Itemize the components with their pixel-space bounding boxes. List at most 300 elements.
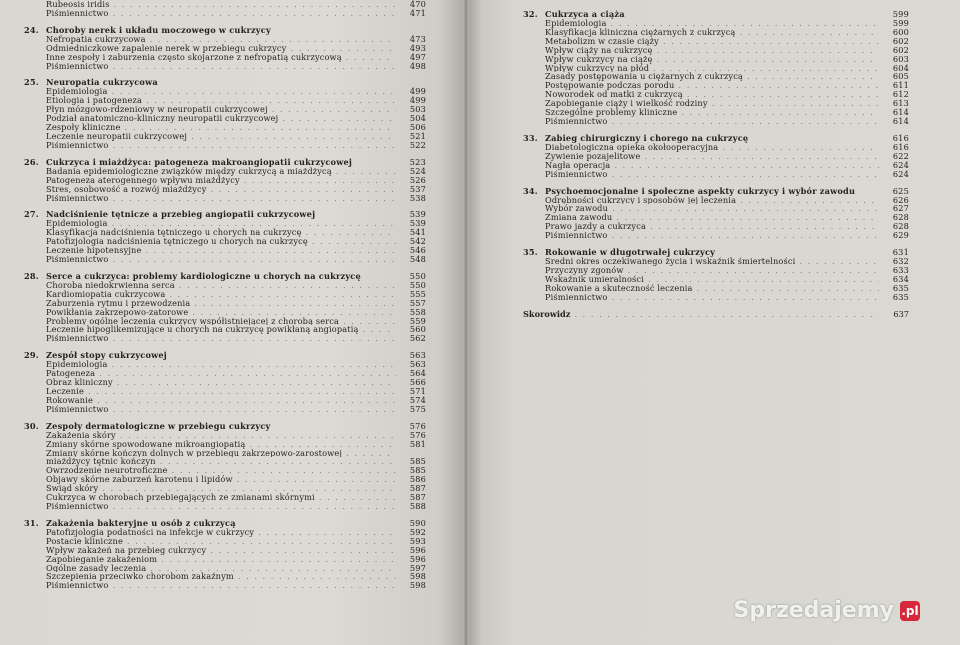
entry-page: 574 [409,394,426,405]
entry-title: Leczenie hipoglikemizujące u chorych na cukrzycę powikłaną angiopatią . . . [24,325,396,334]
entry-page: 541 [409,227,426,238]
toc-entry [523,117,909,126]
toc-entry [24,378,426,387]
chapter-title: Serce a cukrzyca: problemy kardiologiczne u chorych na cukrzycę [46,271,361,281]
entry-title: Piśmiennictwo . . . [24,194,396,203]
entry-title: Piśmiennictwo . . . [24,581,396,590]
entry-page: 634 [892,273,909,284]
chapter-number: 32. [523,9,538,19]
chapter-page: 599 [892,9,909,19]
toc-entry [24,572,426,581]
chapter-title: Zabieg chirurgiczny i chorego na cukrzycę [545,133,749,143]
entry-page: 585 [409,465,426,476]
entry-page: 587 [409,492,426,503]
toc-entry [24,475,426,484]
toc-entry [523,46,909,55]
entry-page: 586 [409,474,426,485]
entry-title: Świąd skóry . . . [24,484,396,493]
entry-title: Piśmiennictwo . . . [523,293,879,302]
entry-title: miażdżycy tętnic kończyn . . . [24,457,396,466]
toc-entry [523,64,909,73]
entry-page: 627 [892,203,909,214]
toc-entry [24,369,426,378]
entry-page: 598 [409,580,426,591]
entry-page: 585 [409,456,426,467]
entry-page: 632 [892,256,909,267]
chapter-heading [24,158,426,167]
entry-page: 571 [409,386,426,396]
left-page [0,0,467,645]
entry-page: 563 [409,359,426,370]
chapter-page: 625 [892,185,909,196]
entry-page: 539 [409,218,426,229]
toc-entry [523,108,909,117]
toc-entry [24,325,426,334]
entry-page: 559 [409,315,426,326]
toc-entry [523,19,909,28]
entry-page: 522 [409,139,426,150]
chapter-number: 30. [24,420,39,431]
entry-page: 526 [409,174,426,185]
entry-page: 614 [892,107,909,118]
entry-page: 470 [409,0,426,9]
entry-page: 624 [892,168,909,179]
entry-title: Epidemiologia . . . [24,87,396,96]
chapter-number: 34. [523,185,538,196]
entry-page: 498 [409,60,426,71]
toc-entry [523,293,909,302]
chapter-title: Cukrzyca a ciąża [545,10,625,19]
entry-page: 550 [409,279,426,290]
toc-entry [24,317,426,326]
entry-page: 471 [409,7,426,18]
entry-title: Epidemiologia . . . [523,19,879,28]
chapter-title: Psychoemocjonalne i społeczne aspekty cukrzycy i wybór zawodu [545,186,856,196]
entry-page: 599 [892,18,909,28]
toc-entry [523,28,909,37]
entry-page: 603 [892,53,909,64]
entry-page: 558 [409,306,426,317]
toc-entry [24,228,426,237]
chapter-title: Nadciśnienie tętnicze a przebieg angiopatii cukrzycowej [46,210,316,220]
toc-left-column [24,0,426,590]
entry-page: 588 [409,500,426,511]
toc-entry [523,204,909,213]
entry-title: Kardiomiopatia cukrzycowa . . . [24,290,396,299]
entry-title: Leczenie neuropatii cukrzycowej . . . [24,132,396,141]
chapter-block [523,187,909,241]
entry-title: Wybór zawodu . . . [523,204,879,213]
entry-title: Zaburzenia rytmu i przewodzenia . . . [24,299,396,308]
entry-title: Zapobieganie zakażeniom . . . [24,555,396,564]
entry-title: Przyczyny zgonów . . . [523,266,879,275]
entry-title: Nefropatia cukrzycowa . . . [24,35,396,44]
entry-title: Cukrzyca w chorobach przebiegających ze zmianami skórnymi . . . [24,493,396,502]
entry-title: Zmiany skórne spowodowane mikroangiopatią . . . [24,440,396,449]
toc-entry [24,299,426,308]
toc-entry [24,555,426,564]
entry-page: 597 [409,562,426,573]
toc-entry [24,0,426,9]
toc-entry [24,53,426,62]
entry-title: Średni okres oczekiwanego życia i wskaźnik śmiertelności . . . [523,257,879,266]
entry-title: Zmiana zawodu . . . [523,213,879,222]
toc-entry [24,35,426,44]
toc-entry [24,484,426,493]
chapter-block [24,519,426,590]
chapter-block [523,134,909,179]
chapter-title: Cukrzyca i miażdżyca: patogeneza makroangiopatii cukrzycowej [46,157,353,167]
entry-title: Objawy skórne zaburzeń karotenu i lipidów . . . [24,475,396,484]
chapter-page: 523 [409,156,426,167]
toc-entry [24,431,426,440]
entry-page: 499 [409,86,426,97]
entry-title: Patogeneza aterogennego wpływu miażdżycy . . . [24,176,396,185]
entry-page: 581 [409,438,426,449]
entry-title: Piśmiennictwo . . . [523,231,879,240]
chapter-page: 550 [409,270,426,281]
chapter-block [24,422,426,511]
toc-entry [523,222,909,231]
chapter-number: 28. [24,270,39,281]
toc-entry [523,37,909,46]
chapter-page: 590 [409,517,426,528]
toc-entry [24,141,426,150]
index-title: Skorowidz . . . [523,310,879,319]
chapter-block [24,0,426,18]
entry-title: Choroba niedokrwienna serca . . . [24,281,396,290]
entry-page: 596 [409,553,426,564]
toc-entry [24,123,426,132]
toc-entry [24,360,426,369]
entry-page: 626 [892,194,909,205]
chapter-heading [24,272,426,281]
entry-title: Nagła operacja . . . [523,161,879,170]
entry-page: 600 [892,26,909,37]
toc-entry [24,466,426,475]
toc-entry [24,167,426,176]
entry-page: 537 [409,183,426,194]
entry-title: Owrzodzenie neurotroficzne . . . [24,466,396,475]
chapter-block [24,158,426,203]
toc-entry [24,440,426,449]
entry-title: Zapobieganie ciąży i wielkość rodziny . . . [523,99,879,108]
entry-title: Postępowanie podczas porodu . . . [523,81,879,90]
toc-entry [523,275,909,284]
entry-page: 602 [892,35,909,46]
toc-entry [24,564,426,573]
entry-title: Żywienie pozajelitowe . . . [523,152,879,161]
chapter-heading [24,519,426,528]
chapter-block [24,272,426,343]
toc-entry [24,246,426,255]
toc-entry [523,152,909,161]
toc-entry [24,132,426,141]
entry-title: Metabolizm w czasie ciąży . . . [523,37,879,46]
chapter-heading [523,10,909,19]
entry-title: Leczenie hipotensyjne . . . [24,246,396,255]
toc-entry [24,281,426,290]
entry-title: Wpływ ciąży na cukrzycę . . . [523,46,879,55]
chapter-heading [523,187,909,196]
entry-title: Piśmiennictwo . . . [24,334,396,343]
toc-entry [24,290,426,299]
toc-entry [24,449,426,458]
entry-page: 562 [409,333,426,344]
toc-entry [24,546,426,555]
chapter-page: 539 [409,209,426,220]
entry-title: Piśmiennictwo . . . [523,170,879,179]
entry-title: Rokowanie . . . [24,396,396,405]
entry-page: 622 [892,150,909,161]
toc-entry [523,99,909,108]
chapter-number: 33. [523,132,538,143]
entry-title: Zasady postępowania u ciężarnych z cukrzycą . . . [523,72,879,81]
toc-entry [523,72,909,81]
chapter-heading [24,422,426,431]
toc-entry [24,9,426,18]
entry-page: 592 [409,526,426,537]
toc-entry [24,537,426,546]
entry-title: Problemy ogólne leczenia cukrzycy współistniejącej z chorobą serca . . . [24,317,396,326]
entry-page: 596 [409,544,426,555]
entry-page: 506 [409,122,426,133]
toc-entry [24,396,426,405]
toc-entry [523,196,909,205]
entry-page: 566 [409,377,426,388]
entry-page: 635 [892,291,909,302]
entry-title: Inne zespoły i zaburzenia często skojarzone z nefropatią cukrzycową . . . [24,53,396,62]
toc-entry [523,231,909,240]
entry-page: 548 [409,254,426,265]
entry-title: Patofizjologia podatności na infekcje w cukrzycy . . . [24,528,396,537]
entry-title: Płyn mózgowo-rdzeniowy w neuropatii cukrzycowej . . . [24,105,396,114]
entry-page: 624 [892,159,909,170]
chapter-block [24,26,426,71]
entry-page: 628 [892,221,909,232]
entry-page: 605 [892,71,909,82]
entry-page: 576 [409,429,426,440]
toc-entry [24,185,426,194]
watermark-logo [734,598,921,623]
entry-title: Epidemiologia . . . [24,219,396,228]
entry-title: Noworodek od matki z cukrzycą . . . [523,90,879,99]
watermark-text: Sprzedajemy [733,598,894,623]
entry-page: 499 [409,95,426,106]
toc-entry [24,493,426,502]
chapter-block [24,78,426,149]
chapter-block [24,210,426,264]
entry-title: Ogólne zasady leczenia . . . [24,564,396,573]
entry-title: Odmiedniczkowe zapalenie nerek w przebiegu cukrzycy . . . [24,44,396,53]
entry-page: 602 [892,44,909,55]
entry-title: Zespoły kliniczne . . . [24,123,396,132]
toc-entry [523,161,909,170]
entry-title: Prawo jazdy a cukrzyca . . . [523,222,879,231]
toc-entry [24,176,426,185]
entry-title: Rubeosis iridis . . . [24,0,396,9]
toc-entry [24,105,426,114]
entry-title: Szczególne problemy kliniczne . . . [523,108,879,117]
chapter-number: 29. [24,350,39,361]
entry-title: Stres, osobowość a rozwój miażdżycy . . . [24,185,396,194]
entry-title: Obraz kliniczny . . . [24,378,396,387]
entry-page: 629 [892,230,909,241]
chapter-number: 26. [24,156,39,167]
entry-page: 628 [892,212,909,223]
chapter-title: Zespół stopy cukrzycowej [46,351,167,361]
entry-title: Klasyfikacja kliniczna ciężarnych z cukrzycą . . . [523,28,879,37]
chapter-page: 563 [409,350,426,361]
entry-page: 614 [892,115,909,126]
toc-entry [24,308,426,317]
chapter-number: 31. [24,517,39,528]
index-page: 637 [893,308,909,319]
chapter-heading [523,248,909,257]
entry-page: 521 [409,130,426,141]
toc-entry [523,81,909,90]
chapter-heading [24,351,426,360]
book-spine [463,0,469,645]
entry-title: Leczenie . . . [24,387,396,396]
entry-title: Patogeneza . . . [24,369,396,378]
chapter-heading [24,210,426,219]
entry-title: Zmiany skórne kończyn dolnych w przebiegu zakrzepowo-zarostowej . . . [24,449,396,458]
chapter-heading [24,78,426,87]
entry-page: 555 [409,288,426,299]
chapter-title: Neuropatia cukrzycowa [46,78,158,88]
toc-entry [523,213,909,222]
entry-page: 564 [409,368,426,379]
entry-title: Klasyfikacja nadciśnienia tętniczego u chorych na cukrzycę . . . [24,228,396,237]
chapter-page: 576 [409,420,426,431]
entry-page: 560 [409,324,426,335]
entry-title: Odrębności cukrzycy i sposobów jej leczenia . . . [523,196,879,205]
entry-title: Szczepienia przeciwko chorobom zakaźnym . . . [24,572,396,581]
entry-title: Postacie kliniczne . . . [24,537,396,546]
chapter-title: Choroby nerek i układu moczowego w cukrzycy [46,25,271,35]
toc-right-column [523,0,909,319]
toc-entry [24,87,426,96]
toc-entry [24,457,426,466]
toc-entry [24,387,426,396]
toc-entry [523,257,909,266]
entry-page: 604 [892,62,909,73]
entry-page: 546 [409,245,426,256]
entry-page: 473 [409,33,426,44]
entry-page: 616 [892,141,909,152]
right-page [467,0,960,645]
toc-entry [24,96,426,105]
entry-title: Diabetologiczna opieka okołooperacyjna . . . [523,143,879,152]
chapter-number: 27. [24,209,39,220]
toc-entry [523,143,909,152]
index-entry [523,310,909,319]
toc-entry [523,170,909,179]
entry-title: Etiologia i patogeneza . . . [24,96,396,105]
chapter-page: 631 [892,247,909,258]
entry-title: Piśmiennictwo . . . [24,62,396,71]
entry-title: Patofizjologia nadciśnienia tętniczego u chorych na cukrzycę . . . [24,237,396,246]
toc-entry [24,62,426,71]
chapter-block [523,248,909,302]
toc-entry [24,528,426,537]
entry-page: 593 [409,535,426,546]
entry-title: Piśmiennictwo . . . [24,255,396,264]
entry-page: 538 [409,192,426,203]
toc-entry [523,266,909,275]
entry-page: 557 [409,297,426,308]
entry-page: 635 [892,282,909,293]
toc-entry [24,194,426,203]
entry-title: Podział anatomiczno-kliniczny neuropatii cukrzycowej . . . [24,114,396,123]
toc-entry [24,581,426,590]
chapter-title: Zakażenia bakteryjne u osób z cukrzycą [46,518,236,528]
chapter-number: 24. [24,24,39,35]
entry-page: 542 [409,236,426,247]
entry-title: Wpływ cukrzycy na ciążę . . . [523,55,879,64]
entry-title: Epidemiologia . . . [24,360,396,369]
toc-entry [523,90,909,99]
chapter-number: 35. [523,247,538,258]
chapter-block [24,351,426,413]
toc-entry [523,284,909,293]
chapter-heading [24,26,426,35]
entry-page: 612 [892,89,909,100]
entry-title: Piśmiennictwo . . . [523,117,879,126]
toc-entry [24,114,426,123]
entry-title: Wpływ zakażeń na przebieg cukrzycy . . . [24,546,396,555]
entry-page: 504 [409,113,426,124]
entry-title: Rokowanie a skuteczność leczenia . . . [523,284,879,293]
entry-title: Badania epidemiologiczne związków między cukrzycą a miażdżycą . . . [24,167,396,176]
toc-entry [523,55,909,64]
chapter-block [523,10,909,126]
watermark-badge: .pl [900,601,920,621]
chapter-page: 616 [892,132,909,143]
entry-title: Piśmiennictwo . . . [24,9,396,18]
toc-right-chapters [523,10,909,302]
toc-entry [24,44,426,53]
toc-entry [24,219,426,228]
entry-title: Piśmiennictwo . . . [24,502,396,511]
entry-page: 497 [409,51,426,62]
chapter-number: 25. [24,77,39,88]
entry-page: 575 [409,403,426,414]
entry-page: 503 [409,104,426,115]
entry-page: 587 [409,483,426,494]
entry-page: 524 [409,165,426,176]
toc-entry [24,405,426,414]
entry-title: Piśmiennictwo . . . [24,141,396,150]
toc-entry [24,237,426,246]
entry-page: 493 [409,42,426,53]
entry-page: 598 [409,571,426,582]
entry-title: Piśmiennictwo . . . [24,405,396,414]
entry-title: Powikłania zakrzepowo-zatorowe . . . [24,308,396,317]
chapter-heading [523,134,909,143]
entry-page: 633 [892,264,909,275]
entry-title: Wpływ cukrzycy na płód . . . [523,64,879,73]
chapter-title: Zespoły dermatologiczne w przebiegu cukrzycy [46,421,271,431]
entry-page: 611 [892,80,909,91]
chapter-title: Rokowanie w długotrwałej cukrzycy [545,248,716,258]
entry-title: Wskaźnik umieralności . . . [523,275,879,284]
entry-title: Zakażenia skóry . . . [24,431,396,440]
toc-entry [24,255,426,264]
toc-entry [24,502,426,511]
toc-entry [24,334,426,343]
